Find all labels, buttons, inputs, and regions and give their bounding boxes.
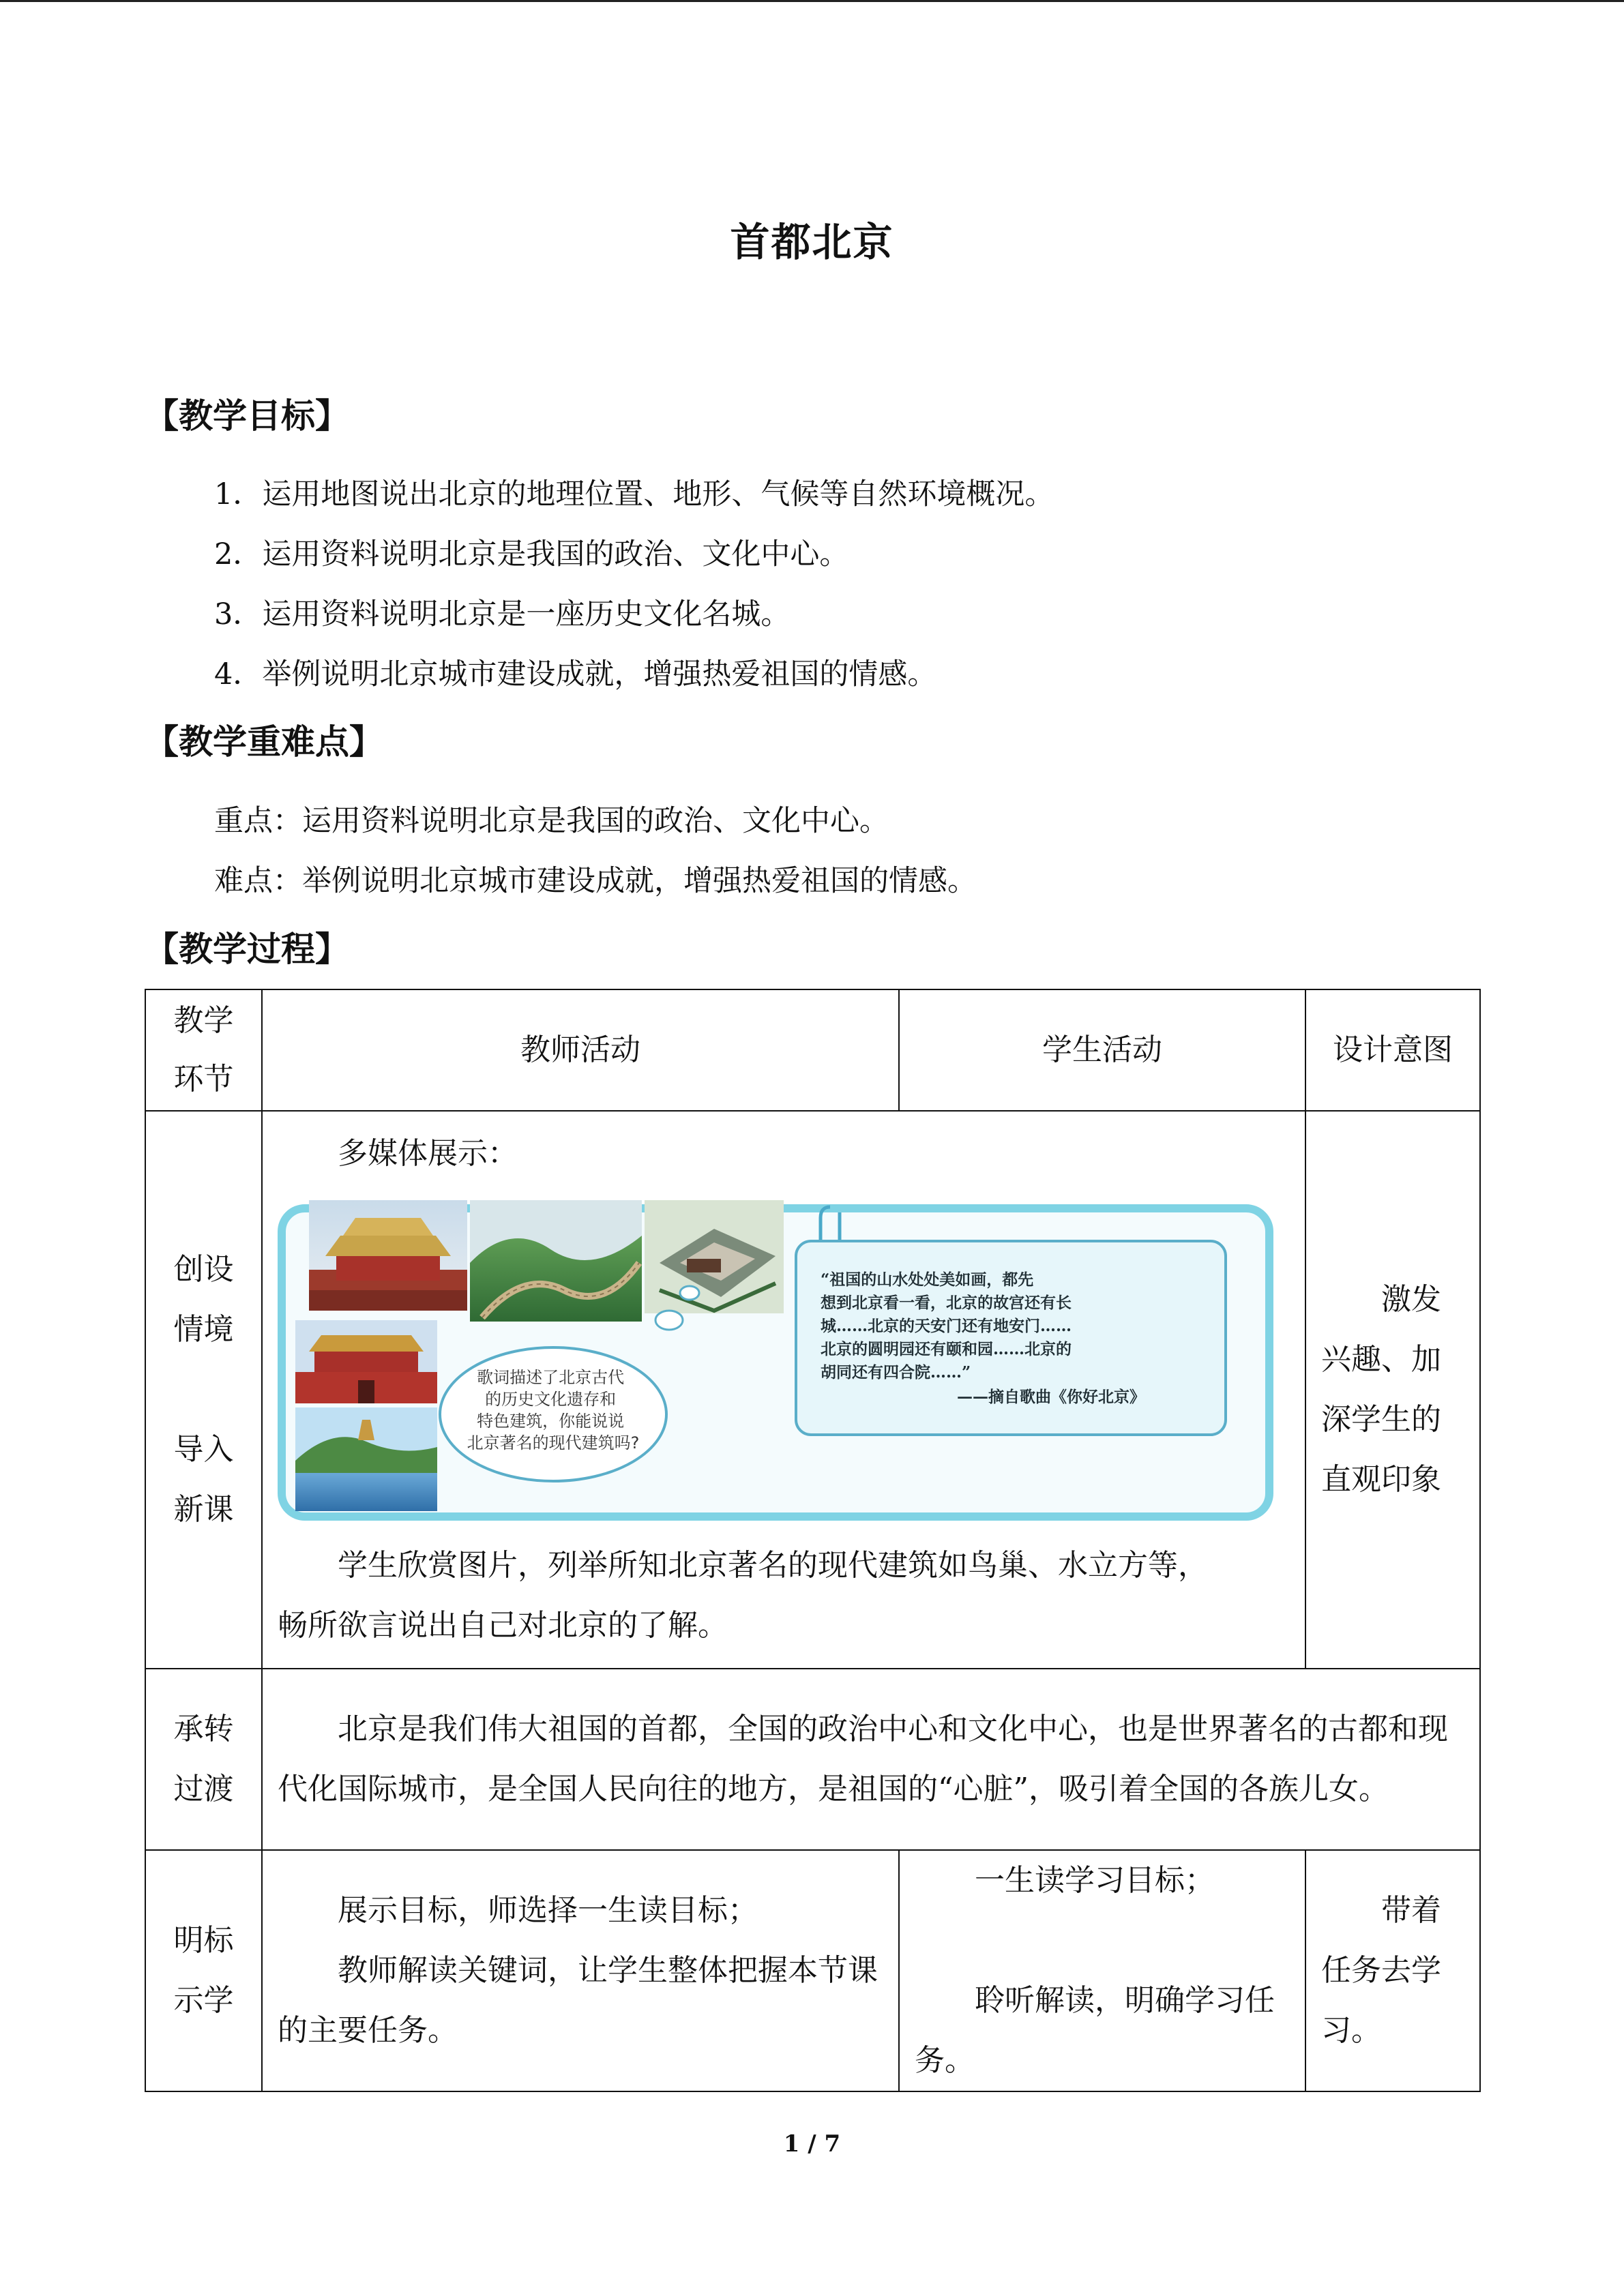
purpose-cell bbox=[1305, 1111, 1480, 1669]
objectives-heading: 【教学目标】 bbox=[145, 396, 349, 436]
table-row bbox=[145, 1850, 1480, 2091]
stage-line: 创设 bbox=[173, 1252, 234, 1287]
transition-cell bbox=[262, 1669, 1480, 1850]
stage-line: 承转 bbox=[173, 1712, 234, 1746]
objective-item-4: 4．举例说明北京城市建设成就，增强热爱祖国的情感。 bbox=[214, 657, 937, 691]
teacher-activity-line: 教师解读关键词，让学生整体把握本节课的主要任务。 bbox=[278, 1953, 878, 2048]
speech-bubble-text: 歌词描述了北京古代 的历史文化遗存和 特色建筑，你能说说 北京著名的现代建筑吗? bbox=[467, 1368, 640, 1452]
keypoints-heading: 【教学重难点】 bbox=[145, 722, 383, 762]
purpose-text: 带着任务去学习。 bbox=[1321, 1893, 1441, 2048]
teaching-process-table bbox=[145, 989, 1481, 2092]
stage-line: 情境 bbox=[173, 1312, 234, 1347]
student-activity-line: 聆听解读，明确学习任务。 bbox=[915, 1983, 1275, 2078]
header-teacher: 教师活动 bbox=[262, 989, 899, 1111]
student-activity-line: 一生读学习目标； bbox=[975, 1863, 1215, 1898]
objective-item-3: 3．运用资料说明北京是一座历史文化名城。 bbox=[214, 597, 791, 631]
summer-palace-photo bbox=[295, 1407, 437, 1511]
teacher-activity-line: 展示目标，师选择一生读目标； bbox=[338, 1893, 758, 1928]
student-activity-cell bbox=[899, 1850, 1305, 2091]
stage-line: 明标 bbox=[173, 1923, 234, 1958]
header-stage-line1: 教学 bbox=[173, 1003, 234, 1038]
tiananmen-photo bbox=[295, 1320, 437, 1403]
spacer bbox=[915, 1911, 1291, 1971]
lyric-card bbox=[796, 1241, 1226, 1435]
header-stage-line2: 环节 bbox=[173, 1062, 234, 1097]
multimedia-illustration bbox=[278, 1188, 1273, 1522]
stage-cell bbox=[145, 1669, 262, 1850]
stage-line: 导入 bbox=[173, 1432, 234, 1467]
page-number: 1 / 7 bbox=[783, 2130, 841, 2158]
header-purpose: 设计意图 bbox=[1305, 989, 1480, 1111]
student-appreciation-text: 学生欣赏图片，列举所知北京著名的现代建筑如鸟巢、水立方等，畅所欲言说出自己对北京的了解。 bbox=[278, 1548, 1208, 1643]
teacher-activity-cell bbox=[262, 1850, 899, 2091]
stage-line bbox=[146, 1360, 261, 1420]
document-title: 首都北京 bbox=[730, 219, 894, 265]
header-stage bbox=[145, 989, 262, 1111]
multimedia-figure bbox=[278, 1188, 1273, 1522]
objective-item-2: 2．运用资料说明北京是我国的政治、文化中心。 bbox=[214, 537, 849, 571]
stage-cell bbox=[145, 1111, 262, 1669]
stage-cell bbox=[145, 1850, 262, 2091]
forbidden-city-photo bbox=[309, 1200, 467, 1311]
keypoint-difficulty: 难点：举例说明北京城市建设成就，增强热爱祖国的情感。 bbox=[214, 864, 977, 898]
top-border-line bbox=[0, 0, 1624, 2]
stage-line: 新课 bbox=[173, 1492, 234, 1527]
table-header-row bbox=[145, 989, 1480, 1111]
objective-item-1: 1．运用地图说出北京的地理位置、地形、气候等自然环境概况。 bbox=[214, 477, 1054, 511]
teacher-student-merged-cell bbox=[262, 1111, 1305, 1669]
table-row bbox=[145, 1669, 1480, 1850]
lyric-text: “祖国的山水处处美如画，都先 想到北京看一看，北京的故宫还有长 城……北京的天安门还有地安门…… 北京的圆明园还有颐和园……北京的 胡同还有四合院……” ——摘自歌曲《你好北京》 bbox=[821, 1270, 1145, 1406]
table-row bbox=[145, 1111, 1480, 1669]
purpose-cell bbox=[1305, 1850, 1480, 2091]
header-student: 学生活动 bbox=[899, 989, 1305, 1111]
transition-text: 北京是我们伟大祖国的首都，全国的政治中心和文化中心，也是世界著名的古都和现代化国际城市，是全国人民向往的地方，是祖国的“心脏”，吸引着全国的各族儿女。 bbox=[278, 1712, 1448, 1806]
stage-line: 过渡 bbox=[173, 1772, 234, 1806]
keypoint-focus: 重点：运用资料说明北京是我国的政治、文化中心。 bbox=[214, 804, 889, 838]
stage-line: 示学 bbox=[173, 1983, 234, 2018]
siheyuan-photo bbox=[645, 1200, 784, 1313]
process-heading: 【教学过程】 bbox=[145, 929, 349, 969]
multimedia-intro: 多媒体展示： bbox=[338, 1136, 518, 1171]
purpose-text: 激发兴趣、加深学生的直观印象 bbox=[1321, 1282, 1441, 1497]
great-wall-photo bbox=[470, 1200, 642, 1322]
